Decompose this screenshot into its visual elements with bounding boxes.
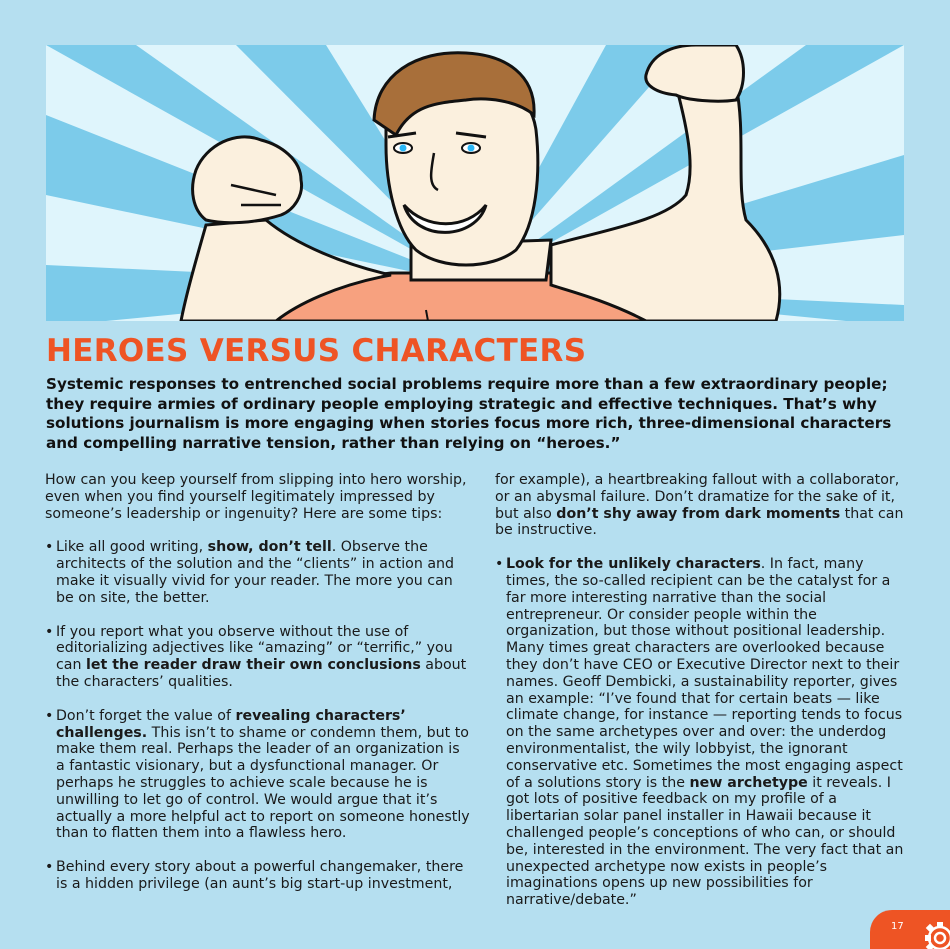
- list-item: • Behind every story about a powerful changemaker, there is a hidden privilege (an aunt’s big start-up investment,: [45, 859, 470, 893]
- hero-illustration: [46, 45, 904, 321]
- page-number: 17: [891, 921, 904, 932]
- tips-list-continued: [495, 556, 907, 909]
- tips-list: [45, 539, 470, 892]
- opening-paragraph: How can you keep yourself from slipping into hero worship, even when you find yourself legitimately impressed by someone’s leadership or ingenuity? Here are some tips:: [45, 472, 467, 522]
- cartoon-hero-flexing-icon: [46, 45, 904, 321]
- page-title: HEROES VERSUS CHARACTERS: [46, 333, 587, 369]
- list-item: • Don’t forget the value of revealing characters’ challenges. This isn’t to shame or condemn them, but to make them real. Perhaps the leader of an organization is a fantastic visionary, but a dysfunctional manager. Or perhaps he struggles to achieve scale because he is unwilling to let go of control. We would argue that it’s actually a more helpful act to report on someone honestly than to flatten them into a flawless hero.: [45, 708, 470, 842]
- page-number-badge: [870, 910, 950, 949]
- list-item: • If you report what you observe without the use of editorializing adjectives like “amazing” or “terrific,” you can let the reader draw their own conclusions about the characters’ qualities.: [45, 624, 470, 691]
- gear-icon: [906, 910, 950, 949]
- list-item: • Like all good writing, show, don’t tell. Observe the architects of the solution and the “clients” in action and make it visually vivid for your reader. The more you can be on site, the better.: [45, 539, 470, 606]
- continuation-paragraph: for example), a heartbreaking fallout with a collaborator, or an abysmal failure. Don’t dramatize for the sake of it, but also don’t shy away from dark moments that can be instructive.: [495, 472, 904, 539]
- right-column: [495, 472, 907, 926]
- list-item: • Look for the unlikely characters. In fact, many times, the so-called recipient can be the catalyst for a far more interesting narrative than the social entrepreneur. Or consider people within the organization, but those without positional leadership. Many times great characters are overlooked because they don’t have CEO or Executive Director next to their names. Geoff Dembicki, a sustainability reporter, gives an example: “I’ve found that for certain beats — like climate change, for instance — reporting tends to focus on the same archetypes over and over: the underdog environmentalist, the wily lobbyist, the ignorant conservative etc. Sometimes the most engaging aspect of a solutions story is the new archetype it reveals. I got lots of positive feedback on my profile of a libertarian solar panel installer in Hawaii because it challenged people’s conceptions of who can, or should be, interested in the environment. The very fact that an unexpected archetype now exists in people’s imaginations opens up new possibilities for narrative/debate.”: [495, 556, 907, 909]
- intro-paragraph: Systemic responses to entrenched social problems require more than a few extraordinary people; they require armies of ordinary people employing strategic and effective techniques. That’s why solutions journalism is more engaging when stories focus more rich, three-dimensional characters and compelling narrative tension, rather than relying on “heroes.”: [46, 375, 892, 452]
- left-column: [45, 472, 470, 910]
